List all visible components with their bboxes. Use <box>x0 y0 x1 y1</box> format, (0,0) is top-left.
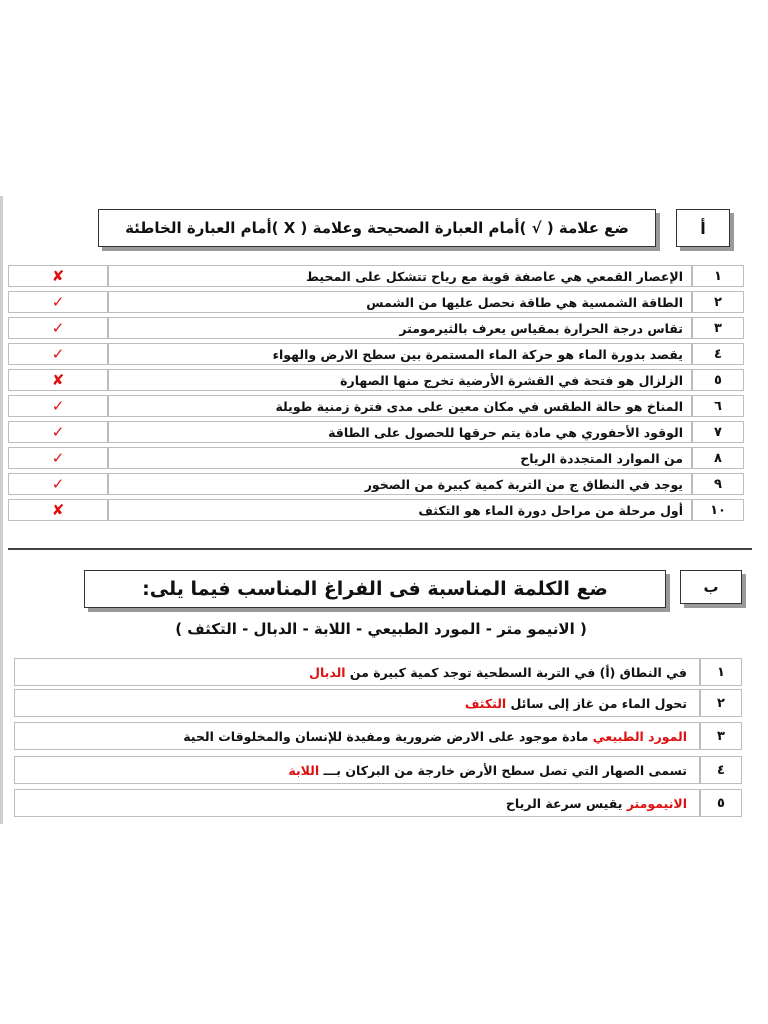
statement-text: تقاس درجة الحرارة بمقياس يعرف بالثيرمومتر <box>108 317 692 339</box>
row-number: ٢ <box>700 689 742 717</box>
filled-answer: الدبال <box>309 665 346 680</box>
sentence-before: تحول الماء من غاز إلى سائل <box>506 696 687 711</box>
fill-sentence <box>14 689 700 717</box>
tf-row <box>8 499 744 521</box>
tf-row <box>8 473 744 495</box>
row-number: ٧ <box>692 421 744 443</box>
section-b-instruction: ضع الكلمة المناسبة فى الفراغ المناسب فيما يلى: <box>84 570 666 608</box>
filled-answer: التكثف <box>464 696 507 711</box>
fill-row <box>14 789 742 817</box>
row-number: ٤ <box>700 756 742 784</box>
row-number: ١ <box>700 658 742 686</box>
section-a-instruction: ضع علامة ( √ )أمام العبارة الصحيحة وعلامة ( X )أمام العبارة الخاطئة <box>98 209 656 247</box>
fill-row <box>14 756 742 784</box>
row-number: ٦ <box>692 395 744 417</box>
answer-mark: ✓ <box>8 447 108 469</box>
tf-row <box>8 369 744 391</box>
answer-mark: ✘ <box>8 499 108 521</box>
row-number: ٨ <box>692 447 744 469</box>
section-a-label: أ <box>676 209 730 247</box>
tf-row <box>8 343 744 365</box>
statement-text: أول مرحلة من مراحل دورة الماء هو التكثف <box>108 499 692 521</box>
section-b-label: ب <box>680 570 742 604</box>
fill-sentence <box>14 658 700 686</box>
tf-row <box>8 447 744 469</box>
fill-sentence <box>14 789 700 817</box>
statement-text: من الموارد المتجددة الرياح <box>108 447 692 469</box>
sentence-after: مادة موجود على الارض ضرورية ومفيدة للإنسان والمخلوقات الحية <box>183 729 593 744</box>
fill-sentence <box>14 722 700 750</box>
filled-answer: اللابة <box>288 763 320 778</box>
answer-mark: ✓ <box>8 395 108 417</box>
answer-mark: ✓ <box>8 421 108 443</box>
row-number: ٩ <box>692 473 744 495</box>
filled-answer: المورد الطبيعي <box>592 729 687 744</box>
row-number: ٣ <box>700 722 742 750</box>
word-bank: ( الانيمو متر - المورد الطبيعي - اللابة - الدبال - التكثف ) <box>175 620 587 638</box>
fill-row <box>14 722 742 750</box>
answer-mark: ✓ <box>8 343 108 365</box>
row-number: ١ <box>692 265 744 287</box>
answer-mark: ✘ <box>8 265 108 287</box>
page-left-edge <box>0 196 3 824</box>
filled-answer: الانيمومتر <box>626 796 687 811</box>
row-number: ٥ <box>692 369 744 391</box>
tf-row <box>8 395 744 417</box>
fill-row <box>14 689 742 717</box>
sentence-before: تسمى الصهار التي تصل سطح الأرض خارجة من البركان بـــ <box>319 763 687 778</box>
tf-row <box>8 265 744 287</box>
tf-row <box>8 317 744 339</box>
statement-text: يوجد في النطاق ج من التربة كمية كبيرة من الصخور <box>108 473 692 495</box>
answer-mark: ✓ <box>8 291 108 313</box>
row-number: ٤ <box>692 343 744 365</box>
answer-mark: ✘ <box>8 369 108 391</box>
statement-text: الطاقة الشمسية هي طاقة نحصل عليها من الشمس <box>108 291 692 313</box>
row-number: ١٠ <box>692 499 744 521</box>
statement-text: الوقود الأحفوري هي مادة يتم حرقها للحصول على الطاقة <box>108 421 692 443</box>
sentence-after: يقيس سرعة الرياح <box>505 796 627 811</box>
answer-mark: ✓ <box>8 317 108 339</box>
row-number: ٥ <box>700 789 742 817</box>
tf-row <box>8 291 744 313</box>
sentence-before: في النطاق (أ) في التربة السطحية توجد كمية كبيرة من <box>345 665 687 680</box>
fill-row <box>14 658 742 686</box>
section-divider <box>8 548 752 550</box>
answer-mark: ✓ <box>8 473 108 495</box>
tf-row <box>8 421 744 443</box>
statement-text: الإعصار القمعي هي عاصفة قوية مع رياح تتشكل على المحيط <box>108 265 692 287</box>
statement-text: الزلزال هو فتحة في القشرة الأرضية تخرج منها الصهارة <box>108 369 692 391</box>
row-number: ٢ <box>692 291 744 313</box>
statement-text: المناخ هو حالة الطقس في مكان معين على مدى فترة زمنية طويلة <box>108 395 692 417</box>
row-number: ٣ <box>692 317 744 339</box>
worksheet <box>0 196 768 824</box>
fill-sentence <box>14 756 700 784</box>
statement-text: يقصد بدورة الماء هو حركة الماء المستمرة بين سطح الارض والهواء <box>108 343 692 365</box>
